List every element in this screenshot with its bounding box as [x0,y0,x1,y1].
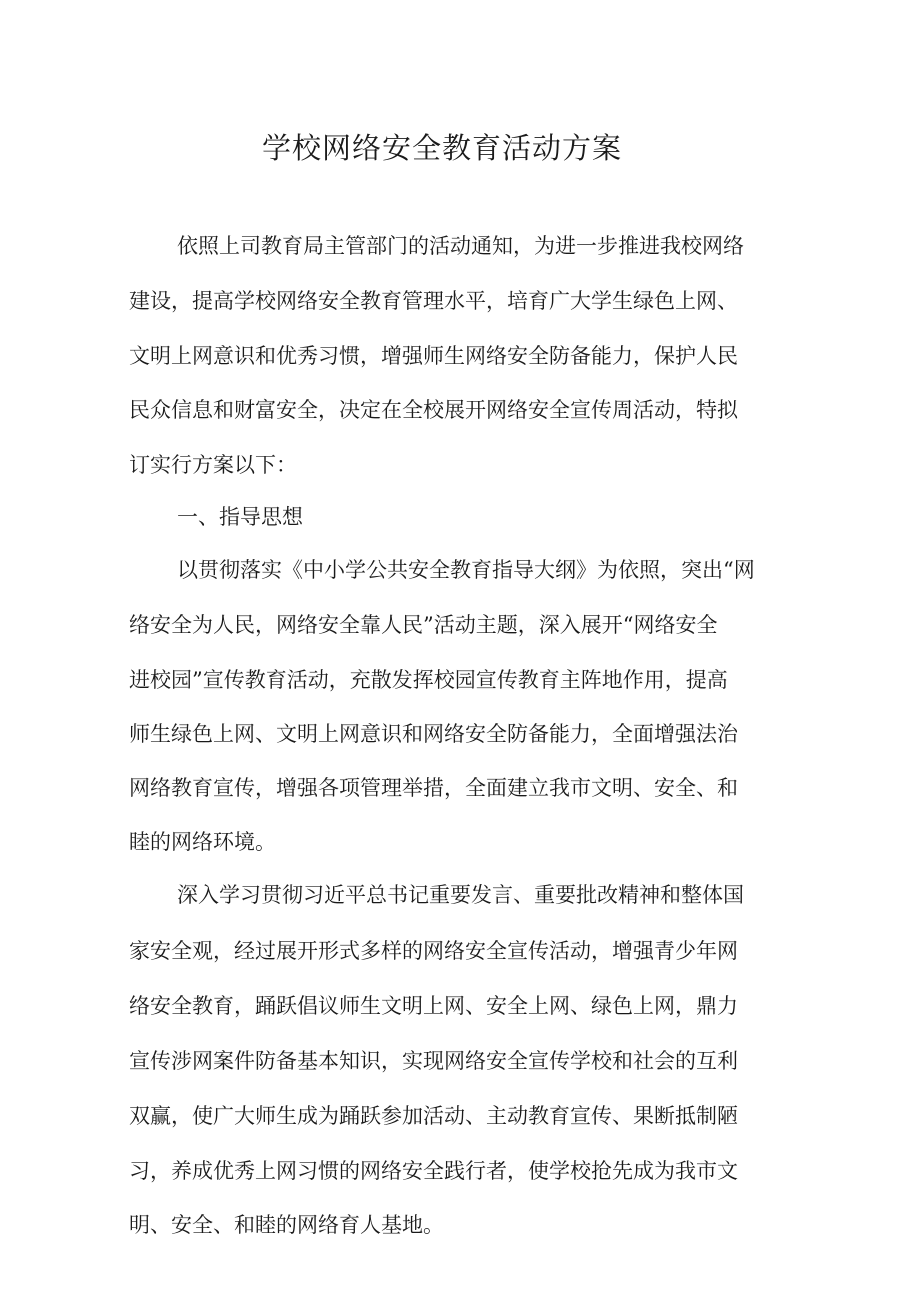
paragraph-line: 深入学习贯彻习近平总书记重要发言、重要批改精神和整体国 [177,883,744,907]
paragraph-line: 双赢，使广大师生成为踊跃参加活动、主动教育宣传、果断抵制陋 [129,1104,738,1128]
paragraph-line: 络安全教育，踊跃倡议师生文明上网、安全上网、绿色上网，鼎力 [129,994,738,1018]
paragraph-line: 宣传涉网案件防备基本知识，实现网络安全宣传学校和社会的互利 [129,1049,738,1073]
paragraph-line: 家安全观，经过展开形式多样的网络安全宣传活动，增强青少年网 [129,939,738,963]
paragraph-line: 睦的网络环境。 [129,830,276,854]
paragraph-line: 订实行方案以下： [129,453,297,477]
paragraph-line: 进校园”宣传教育活动，充散发挥校园宣传教育主阵地作用，提高 [129,668,728,692]
paragraph-line: 师生绿色上网、文明上网意识和网络安全防备能力，全面增强法治 [129,722,738,746]
paragraph-line: 民众信息和财富安全，决定在全校展开网络安全宣传周活动，特拟 [129,398,738,422]
paragraph-line: 依照上司教育局主管部门的活动通知，为进一步推进我校网络 [177,234,744,258]
paragraph-line: 以贯彻落实《中小学公共安全教育指导大纲》为依照，突出“网 [177,558,755,582]
paragraph-line: 建设，提高学校网络安全教育管理水平，培育广大学生绿色上网、 [129,289,738,313]
paragraph-line: 明、安全、和睦的网络育人基地。 [129,1213,444,1237]
paragraph-line: 文明上网意识和优秀习惯，增强师生网络安全防备能力，保护人民 [129,344,738,368]
section-heading: 一、指导思想 [177,505,303,529]
paragraph-line: 络安全为人民，网络安全靠人民”活动主题，深入展开“网络安全 [129,613,718,637]
document-title: 学校网络安全教育活动方案 [261,131,622,165]
paragraph-line: 网络教育宣传，增强各项管理举措，全面建立我市文明、安全、和 [129,776,738,800]
paragraph-line: 习，养成优秀上网习惯的网络安全践行者，使学校抢先成为我市文 [129,1159,738,1183]
